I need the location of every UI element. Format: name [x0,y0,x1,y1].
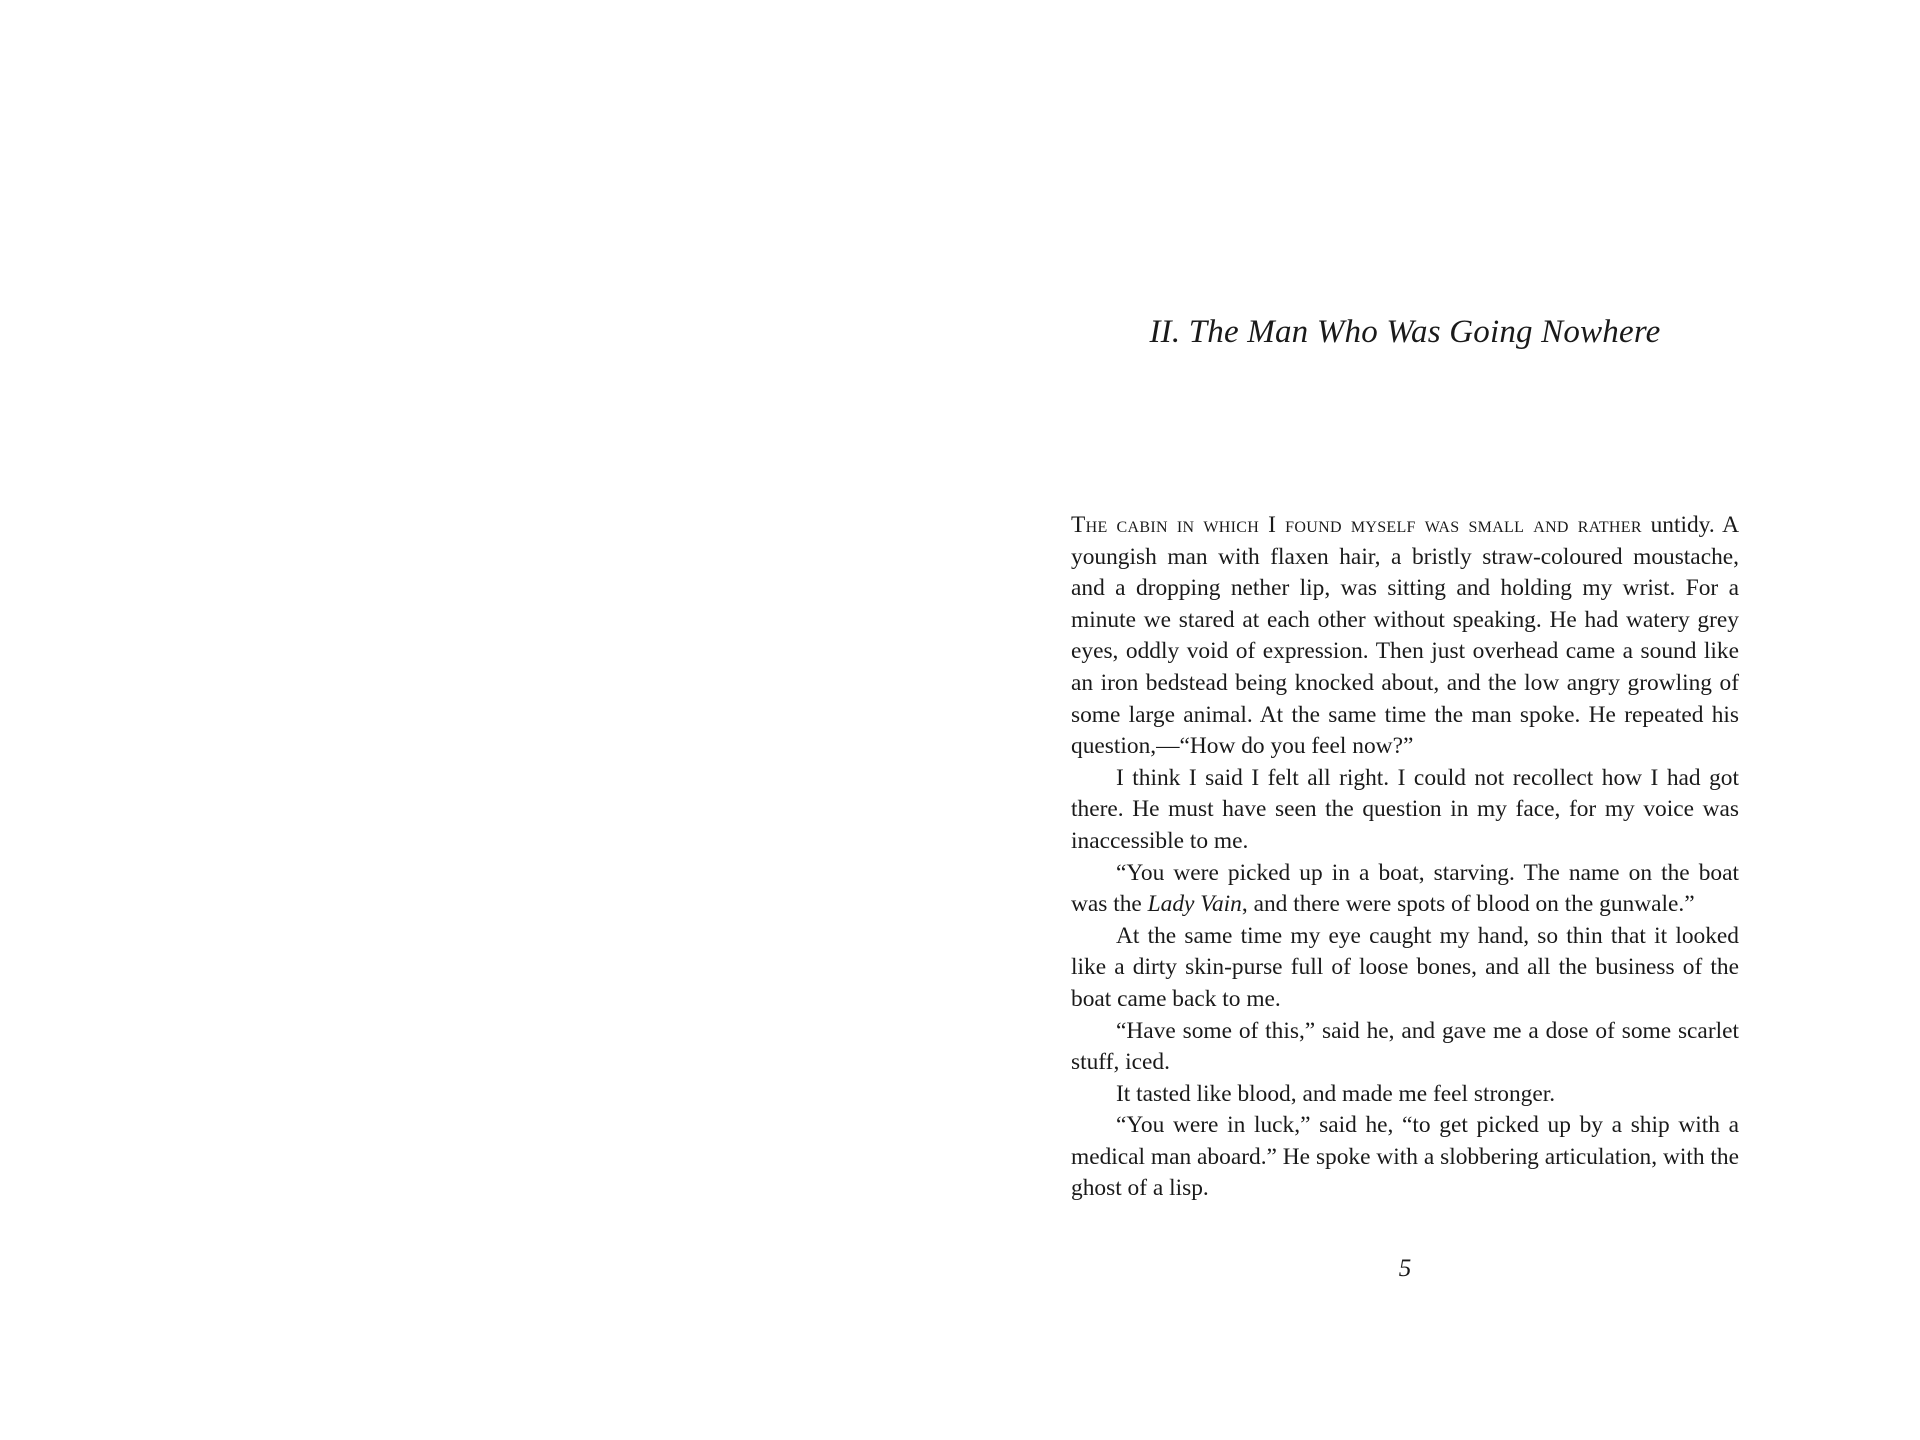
paragraph-6: It tasted like blood, and made me feel stronger. [1116,1080,1556,1107]
paragraph-1-text: untidy. A youngish man with flaxen hair, a bristly straw-coloured moustache, and a dropping nether lip, was sitting and holding my wrist. For a minute we stared at each other without speaking. He had watery grey eyes, oddly void of expression. Then just overhead came a sound like an iron bedstead being knocked about, and the low angry growling of some large animal. At the same time the man spoke. He repeated his question,—“How do you feel now?” [1071,512,1739,760]
paragraph-1 [1071,510,1739,763]
paragraph-3 [1071,858,1739,921]
paragraph-4: At the same time my eye caught my hand, so thin that it looked like a dirty skin-purse full of loose bones, and all the business of the boat came back to me. [1071,922,1739,1012]
ship-name-italic: Lady Vain [1147,891,1242,918]
opening-smallcaps: The cabin in which I found myself was small and rather [1071,512,1642,538]
paragraph-3-text-before: “You were picked up in a boat, starving. The name on the boat was the [1071,859,1739,918]
chapter-body [1071,510,1739,1205]
chapter-title: II. The Man Who Was Going Nowhere [1149,314,1661,350]
paragraph-2: I think I said I felt all right. I could not recollect how I had got there. He must have seen the question in my face, for my voice was inaccessible to me. [1071,764,1739,854]
paragraph-5: “Have some of this,” said he, and gave me a dose of some scarlet stuff, iced. [1071,1017,1739,1076]
paragraph-3-text-after: , and there were spots of blood on the gunwale.” [1241,891,1695,918]
page-number: 5 [1398,1255,1412,1282]
paragraph-7: “You were in luck,” said he, “to get picked up by a ship with a medical man aboard.” He spoke with a slobbering articulation, with the ghost of a lisp. [1071,1112,1739,1202]
